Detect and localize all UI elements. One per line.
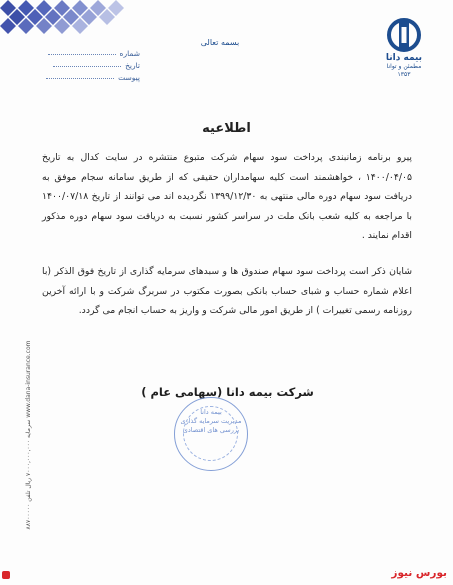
meta-date: [30, 60, 140, 72]
paragraph-2: [42, 262, 412, 321]
stamp-line-1: مدیریت سرمایه گذاری: [180, 417, 242, 425]
meta-attachment-label: پیوست: [118, 73, 140, 82]
company-logo: [373, 18, 435, 80]
company-signature: شرکت بیمه دانا (سهامی عام ): [141, 385, 314, 399]
page-title: اطلاعیه: [202, 121, 251, 136]
paragraph-2-text: شایان ذکر است پرداخت سود سهام صندوق ها و سبدهای سرمایه گذاری از تاریخ فوق الذکر (با اعلام شماره حساب و شبای حساب بانکی بصورت مکتوب در سربرگ شرکت و با ارائه آخرین روزنامه رسمی تغییرات ) از طریق امور مالی شرکت و واریز به حساب انجام می گردد.: [42, 266, 412, 316]
official-stamp: [174, 397, 248, 471]
paragraph-1-text: پیرو برنامه زمانبندی پرداخت سود سهام شرکت متبوع منتشره در سایت کدال به تاریخ ۱۴۰۰/۰۴/۰۵ ، خواهشمند است کلیه سهامداران حقیقی که از طریق سامانه سجام موفق به دریافت سود سهام دوره مالی منتهی به ۱۳۹۹/۱۲/۳۰ نگردیده اند می توانند از تاریخ ۱۴۰۰/۰۷/۱۸ با مراجعه به کلیه شعب بانک ملت در سراسر کشور نسبت به دریافت سود سهام دوره مذکور اقدام نمایند .: [42, 152, 412, 241]
meta-attachment: [30, 72, 140, 84]
meta-number: [30, 48, 140, 60]
dana-logo-icon: [384, 18, 424, 52]
bismillah: بسمه تعالی: [200, 38, 240, 47]
meta-number-label: شماره: [119, 49, 140, 58]
red-corner-icon: [2, 571, 10, 579]
corner-pattern: [0, 0, 130, 34]
logo-subtitle: مطمئن و توانا: [386, 63, 422, 70]
paragraph-1: [42, 148, 412, 246]
stamp-line-2: بررسی های اقتصادی: [182, 426, 240, 434]
letter-meta: [30, 48, 140, 84]
logo-name: بیمه دانا: [385, 53, 423, 63]
meta-date-label: تاریخ: [125, 61, 140, 70]
stamp-name: بیمه دانا: [200, 408, 222, 416]
side-contact-text: www.dana-insurance.com سرمایه ۷۰۰۰,۰۰۰,۰۰۰ ریال تلفن ۸۸۷۰۰۰۰۰: [25, 340, 32, 530]
watermark: بورس نیوز: [391, 567, 447, 579]
logo-year: ۱۳۵۳: [397, 71, 411, 78]
